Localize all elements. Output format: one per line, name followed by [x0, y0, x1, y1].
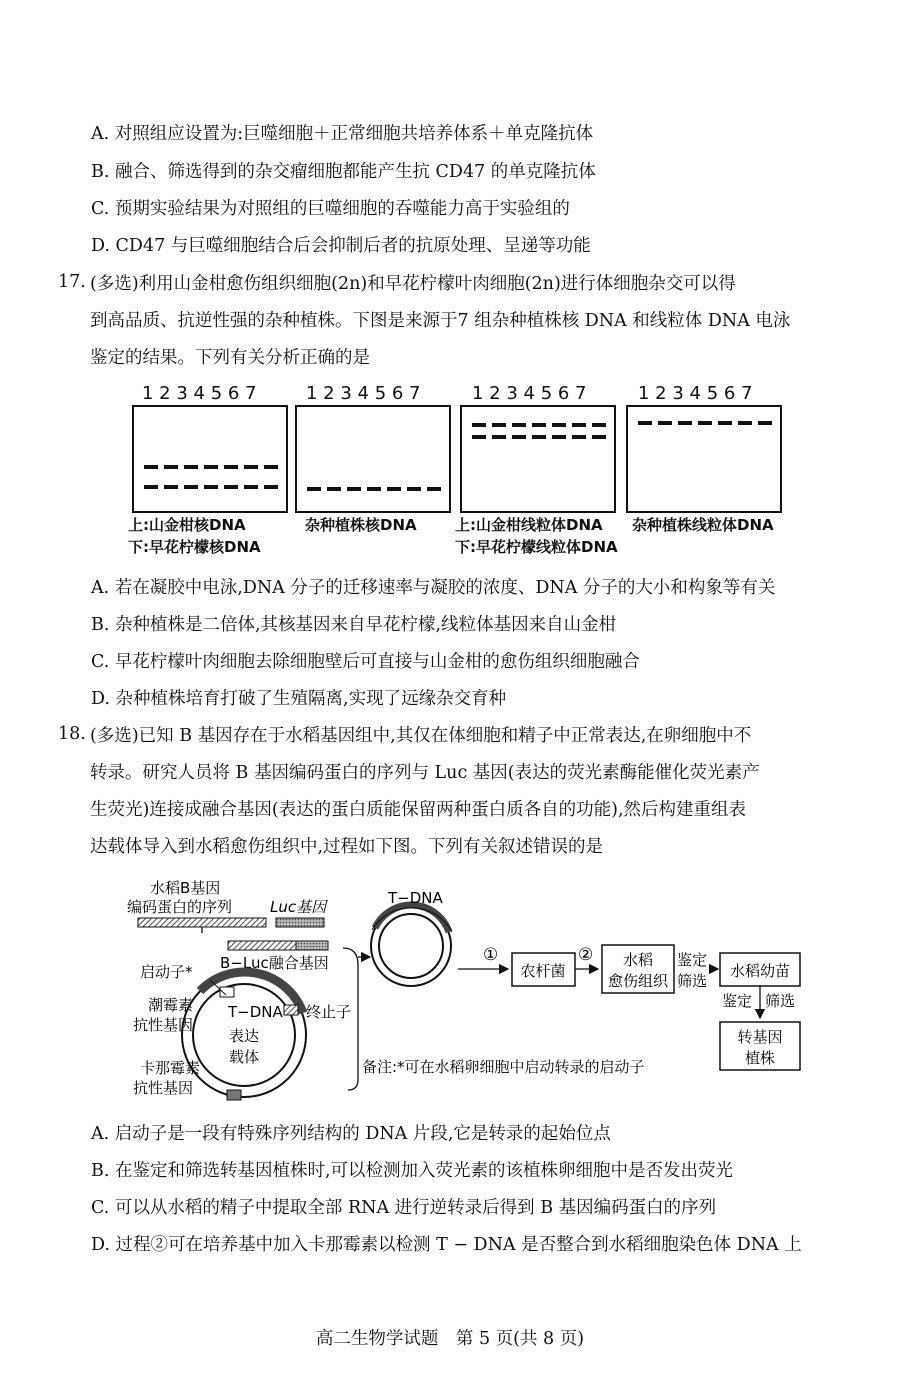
hyg-label-2: 抗性基因 — [133, 1016, 194, 1034]
hyg-label-1: 潮霉素 — [148, 996, 194, 1014]
callus-label-1: 水稻 — [622, 951, 654, 969]
fusion-label: B−Luc融合基因 — [220, 954, 329, 972]
gel3-lane-numbers: 1 2 3 4 5 6 7 — [472, 383, 587, 404]
seq-label-1: 水稻B基因 — [150, 879, 221, 897]
gel2-lane-numbers: 1 2 3 4 5 6 7 — [306, 383, 421, 404]
kan-label-1: 卡那霉素 — [140, 1059, 201, 1077]
fusion-b-bar — [228, 941, 296, 950]
seq-label-2: 编码蛋白的序列 — [127, 898, 233, 916]
q16-option-a: A. 对照组应设置为:巨噬细胞＋正常细胞共培养体系＋单克隆抗体 — [91, 124, 594, 144]
b-seq-bar — [138, 918, 266, 927]
q17-stem-line1: (多选)利用山金柑愈伤组织细胞(2n)和早花柠檬叶肉细胞(2n)进行体细胞杂交可以得 — [90, 274, 736, 294]
luc-label: Luc基因 — [270, 898, 327, 916]
q17-option-c: C. 早花柠檬叶肉细胞去除细胞壁后可直接与山金柑的愈伤组织细胞融合 — [91, 652, 640, 672]
plant-label-2: 植株 — [744, 1049, 776, 1067]
q18-number: 18. — [58, 724, 86, 744]
tdna-inner-label: T−DNA — [228, 1003, 283, 1021]
step-2: ② — [578, 945, 594, 965]
gel1-caption-top: 上:山金柑核DNA — [128, 516, 246, 534]
gel2-caption: 杂种植株核DNA — [305, 516, 417, 534]
vector-label-1: 表达 — [229, 1027, 260, 1045]
q18-option-a: A. 启动子是一段有特殊序列结构的 DNA 片段,它是转录的起始位点 — [91, 1124, 611, 1144]
gel3-caption-bottom: 下:早花柠檬线粒体DNA — [455, 538, 618, 556]
q17-option-a: A. 若在凝胶中电泳,DNA 分子的迁移速率与凝胶的浓度、DNA 分子的大小和构象等有关 — [91, 578, 776, 598]
luc-seq-bar — [276, 918, 324, 927]
q18-option-d: D. 过程②可在培养基中加入卡那霉素以检测 T − DNA 是否整合到水稻细胞染色体 DNA 上 — [91, 1235, 802, 1255]
seedling-label: 水稻幼苗 — [729, 962, 791, 980]
q16-option-b: B. 融合、筛选得到的杂交瘤细胞都能产生抗 CD47 的单克隆抗体 — [91, 162, 596, 182]
gel1-caption-bottom: 下:早花柠檬核DNA — [128, 538, 261, 556]
q18-option-b: B. 在鉴定和筛选转基因植株时,可以检测加入荧光素的该植株卵细胞中是否发出荧光 — [91, 1161, 734, 1181]
fusion-luc-bar — [296, 941, 328, 950]
gel1-lane-numbers: 1 2 3 4 5 6 7 — [142, 383, 257, 404]
agrobacterium-label: 农杆菌 — [520, 962, 566, 980]
gel4-caption: 杂种植株线粒体DNA — [632, 516, 774, 534]
q16-option-c: C. 预期实验结果为对照组的巨噬细胞的吞噬能力高于实验组的 — [91, 199, 570, 219]
q17-stem-line3: 鉴定的结果。下列有关分析正确的是 — [90, 348, 370, 368]
q16-option-d: D. CD47 与巨噬细胞结合后会抑制后者的抗原处理、呈递等功能 — [91, 236, 591, 256]
q18-option-c: C. 可以从水稻的精子中提取全部 RNA 进行逆转录后得到 B 基因编码蛋白的序列 — [91, 1198, 717, 1218]
q17-option-d: D. 杂种植株培育打破了生殖隔离,实现了远缘杂交育种 — [91, 689, 507, 709]
terminator-label: 终止子 — [306, 1003, 352, 1021]
promoter-label: 启动子* — [140, 963, 193, 981]
step-1: ① — [483, 945, 499, 965]
kan-label-2: 抗性基因 — [133, 1079, 194, 1097]
q17-option-b: B. 杂种植株是二倍体,其核基因来自早花柠檬,线粒体基因来自山金柑 — [91, 615, 617, 635]
diagram-note: 备注:*可在水稻卵细胞中启动转录的启动子 — [362, 1058, 645, 1076]
gel4-lane-numbers: 1 2 3 4 5 6 7 — [638, 383, 753, 404]
q18-stem-line1: (多选)已知 B 基因存在于水稻基因组中,其仅在体细胞和精子中正常表达,在卵细胞中不 — [90, 726, 752, 746]
identify-label-3: 鉴定 — [722, 992, 753, 1010]
q18-stem-line4: 达载体导入到水稻愈伤组织中,过程如下图。下列有关叙述错误的是 — [90, 837, 604, 857]
plant-label-1: 转基因 — [737, 1028, 783, 1046]
q17-stem-line2: 到高品质、抗逆性强的杂种植株。下图是来源于7 组杂种植株核 DNA 和线粒体 DNA 电泳 — [90, 311, 791, 331]
vector-label-2: 载体 — [229, 1048, 260, 1066]
identify-label-4: 筛选 — [765, 992, 796, 1010]
identify-label-2: 筛选 — [677, 972, 708, 990]
callus-label-2: 愈伤组织 — [607, 972, 669, 990]
q18-stem-line2: 转录。研究人员将 B 基因编码蛋白的序列与 Luc 基因(表达的荧光素酶能催化荧光素产 — [90, 763, 760, 783]
q18-stem-line3: 生荧光)连接成融合基因(表达的蛋白质能保留两种蛋白质各自的功能),然后构建重组表 — [90, 800, 747, 820]
identify-label-1: 鉴定 — [677, 951, 708, 969]
gel3-caption-top: 上:山金柑线粒体DNA — [455, 516, 603, 534]
page-footer: 高二生物学试题 第 5 页(共 8 页) — [315, 1329, 585, 1349]
ti-tdna-label: T−DNA — [388, 889, 443, 907]
q17-number: 17. — [58, 272, 86, 292]
